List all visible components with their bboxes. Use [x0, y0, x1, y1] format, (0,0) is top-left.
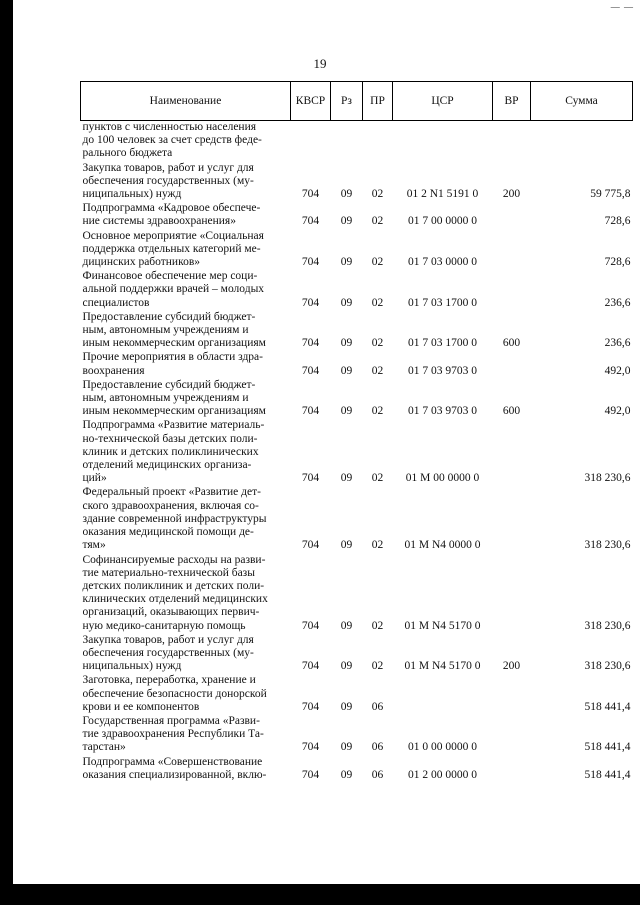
table-row	[81, 419, 633, 486]
scan-left-border	[0, 0, 13, 905]
cell-pr: 02	[371, 256, 384, 269]
row-name	[81, 554, 291, 634]
cell-sum: 728,6	[604, 215, 631, 228]
row-name-line: клиник и детских поликлинических	[82, 445, 259, 458]
cell-sum: 318 230,6	[584, 619, 631, 632]
cell-kvsr: 704	[301, 215, 320, 228]
cell-kvsr: 704	[301, 256, 320, 269]
cell-sum: 59 775,8	[590, 188, 631, 201]
cell-rz: 09	[340, 619, 353, 632]
row-name-line: дицинских работников»	[82, 256, 201, 269]
row-name-line: Подпрограмма «Совершенствование	[82, 755, 263, 768]
table-row	[81, 202, 633, 229]
row-name-line: поддержка отдельных категорий ме-	[82, 242, 261, 255]
row-name-line: рального бюджета	[82, 147, 173, 160]
row-name-line: ского здравоохранения, включая со-	[82, 499, 259, 512]
cell-csr	[393, 674, 493, 715]
budget-table	[80, 81, 633, 783]
cell-vr	[493, 121, 531, 162]
cell-csr: 01 7 03 1700 0	[408, 337, 477, 350]
cell-csr: 01 0 00 0000 0	[408, 741, 477, 754]
table-row	[81, 715, 633, 756]
table-row	[81, 311, 633, 352]
row-name-line: оказания медицинской помощи де-	[82, 526, 254, 539]
row-name-line: отделений медицинских организа-	[82, 459, 252, 472]
row-name-line: Заготовка, переработка, хранение и	[82, 674, 256, 687]
cell-vr: 600	[502, 405, 521, 418]
row-name-line: обеспечение безопасности донорской	[82, 687, 267, 700]
cell-pr: 02	[371, 337, 384, 350]
row-name	[81, 674, 291, 715]
row-name	[81, 634, 291, 675]
cell-rz: 09	[340, 472, 353, 485]
row-name-line: обеспечения государственных (му-	[82, 646, 254, 659]
row-name	[81, 756, 291, 783]
row-name-line: детских поликлиник и детских поли-	[82, 579, 265, 592]
cell-rz: 09	[340, 539, 353, 552]
cell-vr	[493, 270, 531, 311]
cell-pr: 02	[371, 364, 384, 377]
row-name-line: Прочие мероприятия в области здра-	[82, 351, 263, 364]
cell-vr	[493, 715, 531, 756]
cell-sum: 728,6	[604, 256, 631, 269]
scan-bottom-border	[0, 884, 640, 905]
cell-vr	[493, 674, 531, 715]
header-sum: Сумма	[531, 82, 633, 121]
cell-kvsr: 704	[301, 539, 320, 552]
row-name-line: ную медико-санитарную помощь	[82, 619, 246, 632]
cell-kvsr: 704	[301, 472, 320, 485]
table-row	[81, 121, 633, 162]
table-row	[81, 756, 633, 783]
cell-pr	[363, 121, 393, 162]
cell-sum: 518 441,4	[584, 700, 631, 713]
table-row	[81, 486, 633, 553]
cell-pr: 06	[371, 768, 384, 781]
row-name-line: тие материально-технической базы	[82, 566, 255, 579]
header-csr: ЦСР	[393, 82, 493, 121]
row-name-line: организаций, оказывающих первич-	[82, 606, 260, 619]
row-name-line: обеспечения государственных (му-	[82, 174, 254, 187]
cell-sum: 318 230,6	[584, 472, 631, 485]
table-row	[81, 634, 633, 675]
header-pr: ПР	[363, 82, 393, 121]
cell-csr: 01 7 00 0000 0	[408, 215, 477, 228]
table-row	[81, 351, 633, 378]
cell-kvsr: 704	[301, 660, 320, 673]
row-name-line: ным, автономным учреждениям и	[82, 324, 249, 337]
cell-kvsr: 704	[301, 768, 320, 781]
cell-rz: 09	[340, 188, 353, 201]
row-name-line: крови и ее компонентов	[82, 700, 200, 713]
cell-sum: 492,0	[604, 364, 631, 377]
row-name	[81, 419, 291, 486]
cell-rz: 09	[340, 700, 353, 713]
row-name-line: специалистов	[82, 296, 150, 309]
cell-sum: 492,0	[604, 405, 631, 418]
cell-pr: 02	[371, 188, 384, 201]
cell-rz: 09	[340, 364, 353, 377]
cell-pr: 02	[371, 215, 384, 228]
row-name-line: ние системы здравоохранения»	[82, 215, 236, 228]
cell-sum: 318 230,6	[584, 660, 631, 673]
row-name-line: Подпрограмма «Кадровое обеспече-	[82, 202, 261, 215]
cell-vr	[493, 756, 531, 783]
cell-sum: 518 441,4	[584, 741, 631, 754]
cell-csr: 01 2 00 0000 0	[408, 768, 477, 781]
cell-rz: 09	[340, 405, 353, 418]
row-name-line: ным, автономным учреждениям и	[82, 392, 249, 405]
row-name-line: клинических отделений медицинских	[82, 593, 268, 606]
row-name-line: Закупка товаров, работ и услуг для	[82, 161, 254, 174]
cell-rz: 09	[340, 215, 353, 228]
row-name-line: Основное мероприятие «Социальная	[82, 229, 264, 242]
cell-pr: 02	[371, 619, 384, 632]
table-row	[81, 379, 633, 420]
cell-vr	[493, 419, 531, 486]
cell-csr: 01 7 03 9703 0	[408, 405, 477, 418]
row-name-line: оказания специализированной, вклю-	[82, 768, 267, 781]
cell-sum	[531, 121, 633, 162]
cell-csr: 01 7 03 9703 0	[408, 364, 477, 377]
cell-rz: 09	[340, 660, 353, 673]
row-name-line: ций»	[82, 472, 107, 485]
header-rz: Рз	[331, 82, 363, 121]
row-name-line: тие здравоохранения Республики Та-	[82, 728, 264, 741]
cell-rz: 09	[340, 337, 353, 350]
row-name-line: здание современной инфраструктуры	[82, 512, 267, 525]
row-name-line: Закупка товаров, работ и услуг для	[82, 633, 254, 646]
row-name-line: Государственная программа «Разви-	[82, 714, 260, 727]
cell-pr: 02	[371, 539, 384, 552]
cell-rz	[331, 121, 363, 162]
row-name-line: тарстан»	[82, 741, 126, 754]
cell-pr: 02	[371, 660, 384, 673]
header-vr: ВР	[493, 82, 531, 121]
table-row	[81, 674, 633, 715]
row-name-line: до 100 человек за счет средств феде-	[82, 134, 262, 147]
row-name	[81, 311, 291, 352]
row-name	[81, 270, 291, 311]
row-name-line: Федеральный проект «Развитие дет-	[82, 486, 261, 499]
row-name	[81, 351, 291, 378]
row-name	[81, 230, 291, 271]
row-name-line: ниципальных) нужд	[82, 188, 182, 201]
cell-kvsr: 704	[301, 188, 320, 201]
cell-csr: 01 2 N1 5191 0	[406, 188, 479, 201]
cell-vr	[493, 554, 531, 634]
row-name-line: пунктов с численностью населения	[82, 121, 257, 133]
cell-vr: 600	[502, 337, 521, 350]
row-name	[81, 202, 291, 229]
cell-csr: 01 M N4 5170 0	[404, 660, 481, 673]
cell-kvsr: 704	[301, 700, 320, 713]
row-name	[81, 379, 291, 420]
cell-pr: 06	[371, 741, 384, 754]
row-name-line: Предоставление субсидий бюджет-	[82, 378, 256, 391]
page-number: 19	[313, 56, 327, 71]
row-name	[81, 121, 291, 162]
cell-sum: 236,6	[604, 337, 631, 350]
cell-csr: 01 M N4 0000 0	[404, 539, 481, 552]
cell-kvsr: 704	[301, 364, 320, 377]
cell-sum: 318 230,6	[584, 539, 631, 552]
cell-csr: 01 M 00 0000 0	[405, 472, 480, 485]
cell-rz: 09	[340, 296, 353, 309]
cell-vr: 200	[502, 188, 521, 201]
cell-rz: 09	[340, 768, 353, 781]
cell-pr: 02	[371, 405, 384, 418]
table-row	[81, 162, 633, 203]
cell-pr: 02	[371, 472, 384, 485]
header-name: Наименование	[81, 82, 291, 121]
cell-sum: 236,6	[604, 296, 631, 309]
cell-kvsr: 704	[301, 619, 320, 632]
cell-rz: 09	[340, 256, 353, 269]
table-row	[81, 230, 633, 271]
row-name-line: но-технической базы детских поли-	[82, 432, 258, 445]
cell-vr	[493, 202, 531, 229]
cell-kvsr: 704	[301, 741, 320, 754]
row-name	[81, 715, 291, 756]
row-name-line: Предоставление субсидий бюджет-	[82, 310, 256, 323]
row-name	[81, 162, 291, 203]
row-name	[81, 486, 291, 553]
cell-csr: 01 7 03 1700 0	[408, 296, 477, 309]
table-row	[81, 554, 633, 634]
row-name-line: Подпрограмма «Развитие материаль-	[82, 419, 265, 432]
cell-vr	[493, 486, 531, 553]
row-name-line: тям»	[82, 539, 106, 552]
cell-csr: 01 M N4 5170 0	[404, 619, 481, 632]
cell-vr	[493, 230, 531, 271]
cell-csr	[393, 121, 493, 162]
cell-vr	[493, 351, 531, 378]
cell-sum: 518 441,4	[584, 768, 631, 781]
row-name-line: альной поддержки врачей – молодых	[82, 283, 265, 296]
cell-pr: 06	[371, 700, 384, 713]
row-name-line: Софинансируемые расходы на разви-	[82, 553, 266, 566]
cell-kvsr: 704	[301, 405, 320, 418]
row-name-line: иным некоммерческим организациям	[82, 405, 266, 418]
cell-vr: 200	[502, 660, 521, 673]
row-name-line: Финансовое обеспечение мер соци-	[82, 270, 258, 283]
cell-rz: 09	[340, 741, 353, 754]
cell-pr: 02	[371, 296, 384, 309]
table-header-row	[81, 82, 633, 121]
header-kvsr: КВСР	[291, 82, 331, 121]
cell-csr: 01 7 03 0000 0	[408, 256, 477, 269]
row-name-line: воохранения	[82, 364, 145, 377]
table-row	[81, 270, 633, 311]
corner-mark: — —	[610, 2, 634, 12]
cell-kvsr: 704	[301, 337, 320, 350]
cell-kvsr	[291, 121, 331, 162]
row-name-line: ниципальных) нужд	[82, 660, 182, 673]
table-body	[81, 121, 633, 783]
cell-kvsr: 704	[301, 296, 320, 309]
row-name-line: иным некоммерческим организациям	[82, 337, 266, 350]
